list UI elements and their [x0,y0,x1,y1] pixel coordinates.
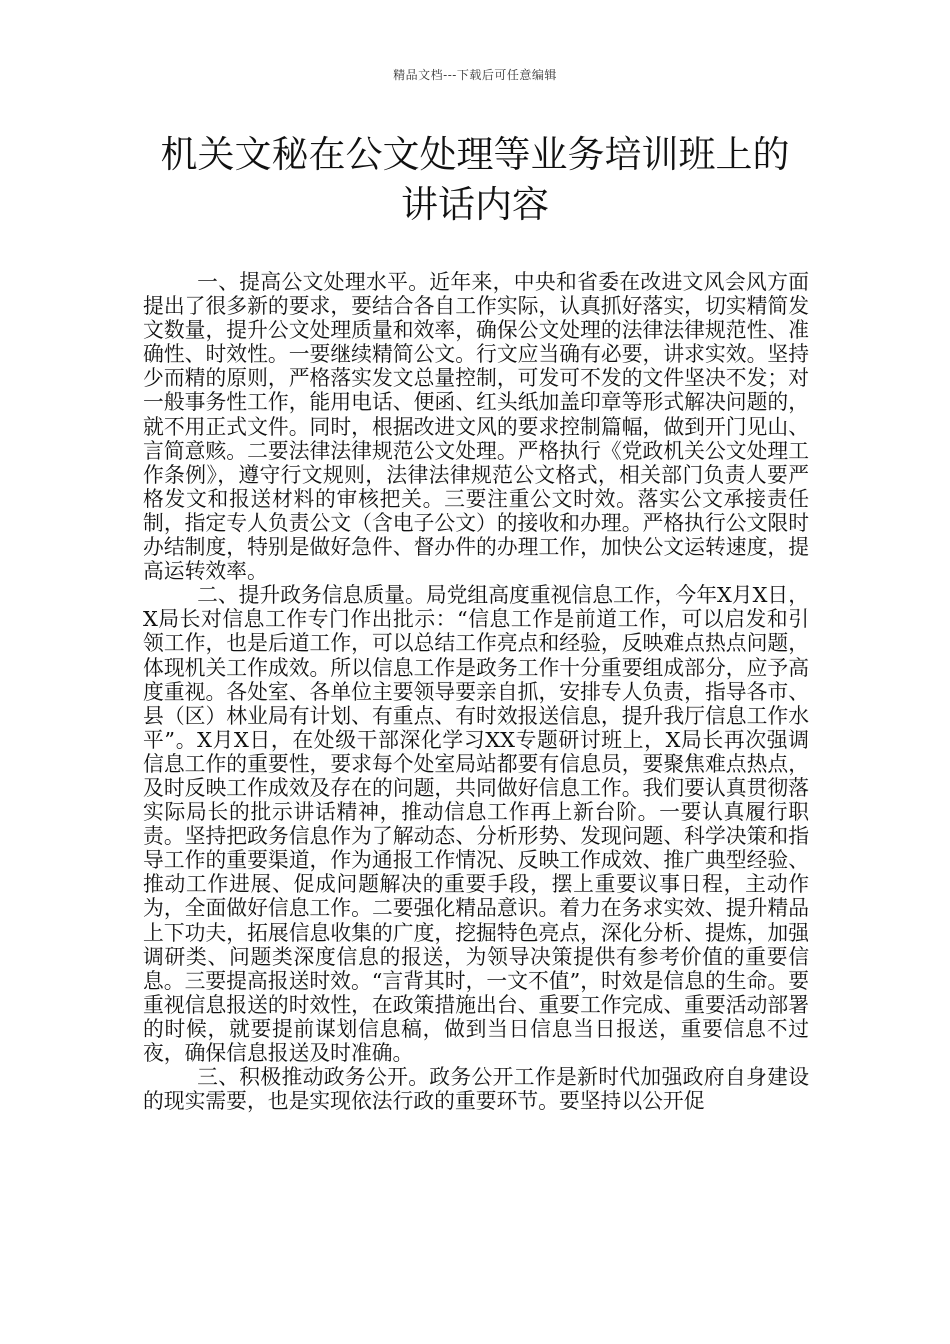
document-body [143,270,809,1113]
header-note: 精品文档---下载后可任意编辑 [393,68,557,82]
paragraph-3: 三、积极推动政务公开。政务公开工作是新时代加强政府自身建设的现实需要，也是实现依法行政的重要环节。要坚持以公开促 [143,1065,809,1114]
document-title: 机关文秘在公文处理等业务培训班上的讲话内容 [160,133,790,226]
paragraph-2: 二、提升政务信息质量。局党组高度重视信息工作，今年X月X日，X局长对信息工作专门作出批示：“信息工作是前道工作，可以启发和引领工作，也是后道工作，可以总结工作亮点和经验，反映难点热点问题，体现机关工作成效。所以信息工作是政务工作十分重要组成部分，应予高度重视。各处室、各单位主要领导要亲自抓，安排专人负责，指导各市、县（区）林业局有计划、有重点、有时效报送信息，提升我厅信息工作水平”。X月X日，在处级干部深化学习XX专题研讨班上，X局长再次强调信息工作的重要性，要求每个处室局站都要有信息员，要聚焦难点热点，及时反映工作成效及存在的问题，共同做好信息工作。我们要认真贯彻落实际局长的批示讲话精神，推动信息工作再上新台阶。一要认真履行职责。坚持把政务信息作为了解动态、分析形势、发现问题、科学决策和指导工作的重要渠道，作为通报工作情况、反映工作成效、推广典型经验、推动工作进展、促成问题解决的重要手段，摆上重要议事日程，主动作为，全面做好信息工作。二要强化精品意识。着力在务求实效、提升精品上下功夫，拓展信息收集的广度，挖掘特色亮点，深化分析、提炼，加强调研类、问题类深度信息的报送，为领导决策提供有参考价值的重要信息。三要提高报送时效。“言背其时，一文不值”，时效是信息的生命。要重视信息报送的时效性，在政策措施出台、重要工作完成、重要活动部署的时候，就要提前谋划信息稿，做到当日信息当日报送，重要信息不过夜，确保信息报送及时准确。 [143,583,809,1065]
paragraph-1: 一、提高公文处理水平。近年来，中央和省委在改进文风会风方面提出了很多新的要求，要结合各自工作实际，认真抓好落实，切实精简发文数量，提升公文处理质量和效率，确保公文处理的法律法律规范性、准确性、时效性。一要继续精简公文。行文应当确有必要，讲求实效。坚持少而精的原则，严格落实发文总量控制，可发可不发的文件坚决不发；对一般事务性工作，能用电话、便函、红头纸加盖印章等形式解决问题的，就不用正式文件。同时，根据改进文风的要求控制篇幅，做到开门见山、言简意赅。二要法律法律规范公文处理。严格执行《党政机关公文处理工作条例》，遵守行文规则，法律法律规范公文格式，相关部门负责人要严格发文和报送材料的审核把关。三要注重公文时效。落实公文承接责任制，指定专人负责公文（含电子公文）的接收和办理。严格执行公文限时办结制度，特别是做好急件、督办件的办理工作，加快公文运转速度，提高运转效率。 [143,270,809,584]
